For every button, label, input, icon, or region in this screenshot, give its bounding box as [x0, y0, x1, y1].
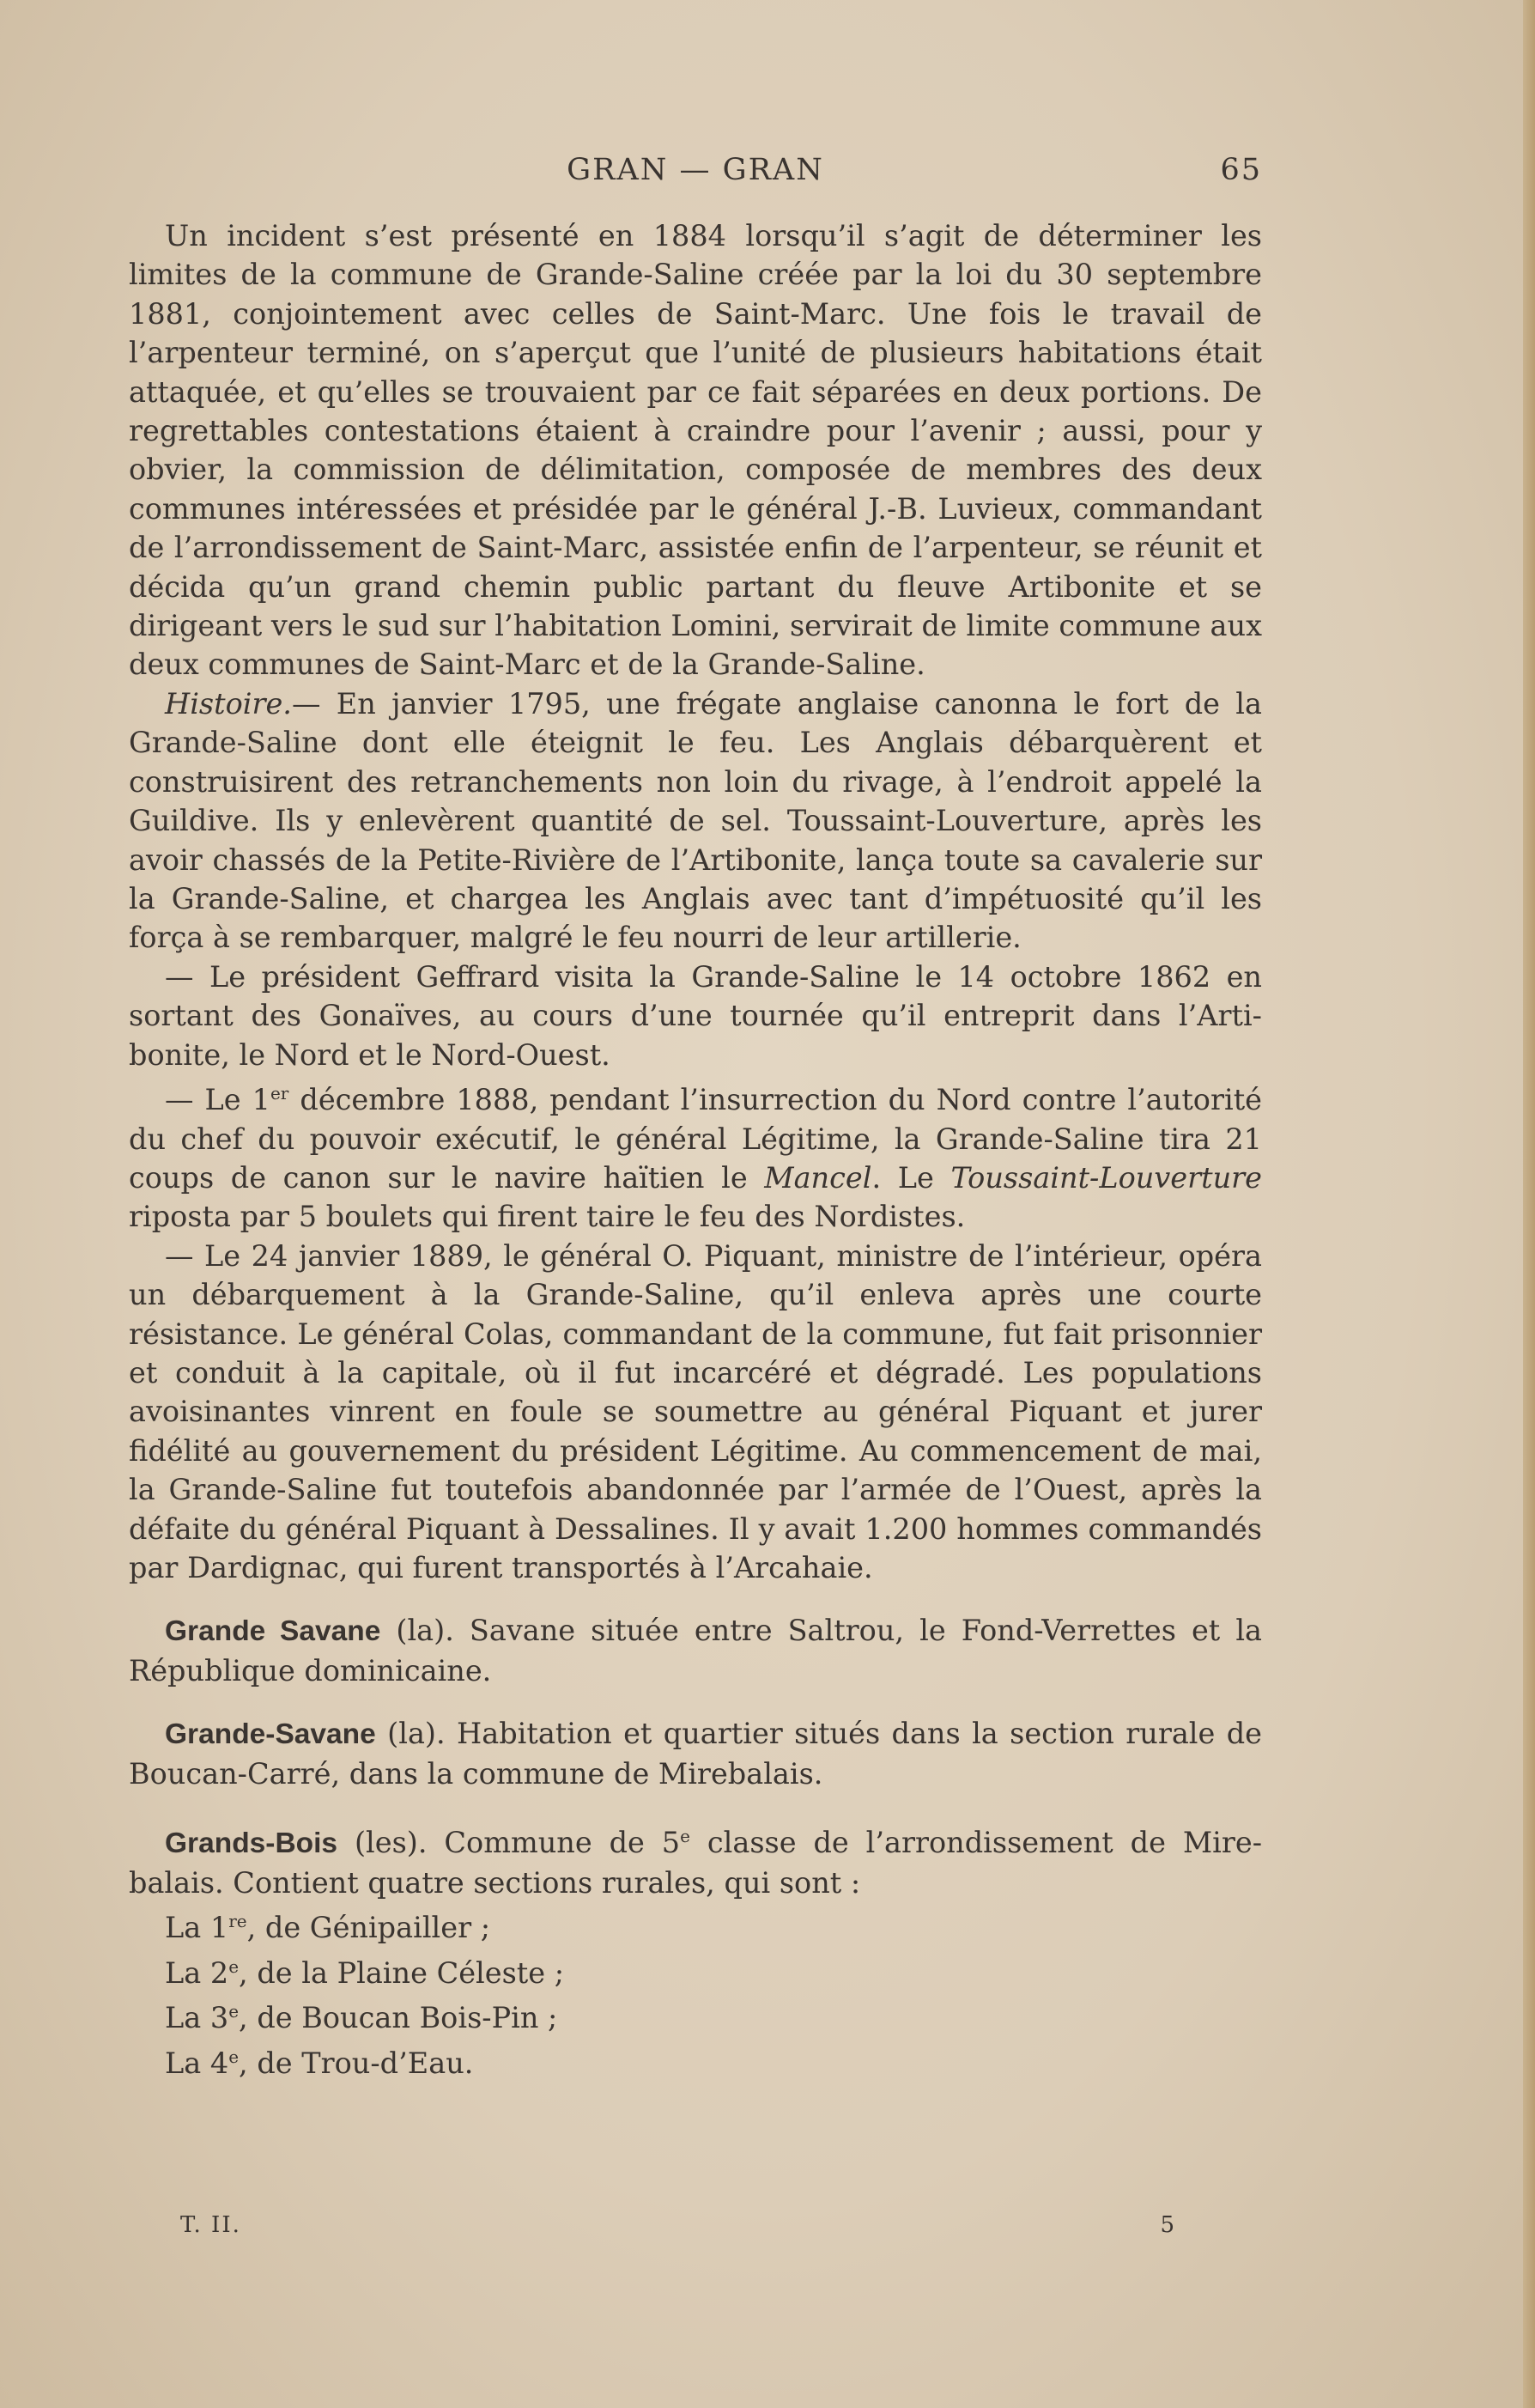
ship-name-toussaint: Toussaint-Louverture — [950, 1160, 1262, 1195]
section-name: , de Boucan Bois-Pin ; — [239, 2001, 558, 2035]
text-run: riposta par 5 boulets qui firent taire le feu des Nordistes. — [129, 1200, 966, 1234]
histoire-text: — En janvier 1795, une frégate anglaise canonna le fort de la Grande-Saline dont elle éteignit le feu. Les Anglais débarquèrent et construisirent des retranchements non loin du rivage, à l’endroit appelé la Guildive. Ils y enlevèrent quantité de sel. Toussaint-Louverture, après les avoir chassés de la Petite-Rivière de l’Artibonite, lança toute sa cavalerie sur la Grande-Saline, et chargea les Anglais avec tant d’impétuosité qu’il les força à se rembarquer, malgré le feu nourri de leur artillerie. — [129, 686, 1262, 955]
text-run: décembre 1888, pendant l’insurrection du Nord contre l’autorité du chef du pouvoir exécutif, le général Légitime, la Grande-Saline tira 21 coups de canon sur le navire haïtien le — [129, 1083, 1262, 1195]
paragraph-histoire — [129, 684, 1262, 958]
page-header — [129, 153, 1262, 196]
paragraph-incident: Un incident s’est présenté en 1884 lorsqu’il s’agit de déterminer les limites de la commune de Grande-Saline créée par la loi du 30 septembre 1881, conjointement avec celles de Saint-Marc. Une fois le travail de l’arpenteur terminé, on s’aperçut que l’unité de plusieurs habitations était attaquée, et qu’elles se trouvaient par ce fait séparées en deux portions. De regrettables contestations étaient à craindre pour l’avenir ; aussi, pour y obvier, la commission de délimitation, composée de membres des deux communes intéressées et présidée par le général J.-B. Luvieux, commandant de l’arrondissement de Saint-Marc, assistée enfin de l’arpenteur, se réunit et décida qu’un grand chemin public partant du fleuve Artibonite et se dirigeant vers le sud sur l’habitation Lomini, servirait de limite commune aux deux communes de Saint-Marc et de la Grande-Saline. — [129, 219, 1262, 682]
entry-grande-savane — [129, 1611, 1262, 1690]
entry-article: (les). — [337, 1826, 428, 1860]
signature-mark: 5 — [1160, 2212, 1176, 2238]
entry-text: Commune de 5 — [427, 1826, 681, 1860]
text-run: . Le — [871, 1160, 951, 1195]
entry-grande-savane-habitation — [129, 1714, 1262, 1793]
section-number: La 2 — [165, 1955, 229, 1990]
page-edge — [1523, 0, 1535, 2408]
list-item — [129, 2038, 1262, 2083]
superscript: e — [228, 2046, 240, 2067]
ship-name-mancel: Mancel — [764, 1160, 872, 1195]
text-run: — Le 1 — [165, 1083, 270, 1117]
superscript: er — [270, 1082, 289, 1104]
entry-headword: Grands-Bois — [165, 1827, 338, 1860]
entry-text: Habitation et quartier situés dans la section rurale de Boucan-Carré, dans la commune de Mirebalais. — [129, 1717, 1262, 1791]
entry-article: (la). — [380, 1614, 454, 1648]
section-number: La 1 — [165, 1911, 229, 1945]
entry-text: Savane située entre Saltrou, le Fond-Verrettes et la République dominicaine. — [129, 1614, 1263, 1687]
section-number: La 3 — [165, 2001, 229, 2035]
body-text — [129, 216, 1262, 2083]
histoire-label: Histoire. — [165, 686, 292, 721]
paragraph-1889: — Le 24 janvier 1889, le général O. Piquant, ministre de l’intérieur, opéra un débarquement à la Grande-Saline, qu’il enleva après une courte résistance. Le général Colas, commandant de la commune, fut fait prisonnier et conduit à la capitale, où il fut incarcéré et dégradé. Les populations avoisinantes vinrent en foule se soumettre au général Piquant et jurer fidélité au gouvernement du président Légitime. Au commencement de mai, la Grande-Saline fut toutefois abandonnée par l’armée de l’Ouest, après la défaite du général Piquant à Dessalines. Il y avait 1.200 hommes commandés par Dardignac, qui furent transportés à l’Arcahaie. — [129, 1238, 1262, 1584]
section-name: , de Trou-d’Eau. — [239, 2046, 474, 2080]
section-name: , de la Plaine Céleste ; — [239, 1955, 564, 1990]
superscript: e — [228, 2001, 240, 2022]
page-number: 65 — [1220, 153, 1262, 187]
signature-label: T. II. — [180, 2212, 241, 2238]
entry-grands-bois — [129, 1817, 1262, 1902]
entry-headword: Grande-Savane — [165, 1718, 376, 1751]
entry-article: (la). — [375, 1717, 446, 1751]
entry-text: classe de l’arrondissement de Mirebalais. Contient quatre sections rurales, qui sont : — [129, 1826, 1263, 1900]
list-item — [129, 1902, 1262, 1948]
page-footer — [180, 2212, 1176, 2247]
list-item — [129, 1948, 1262, 1993]
superscript: e — [680, 1826, 690, 1846]
paragraph-1888 — [129, 1074, 1262, 1237]
section-name: , de Génipailler ; — [246, 1911, 491, 1945]
superscript: e — [228, 1955, 240, 1977]
section-number: La 4 — [165, 2046, 229, 2080]
paragraph-geffrard: — Le président Geffrard visita la Grande-Saline le 14 octobre 1862 en sortant des Gonaïves, au cours d’une tournée qu’il entreprit dans l’Artibonite, le Nord et le Nord-Ouest. — [129, 959, 1262, 1072]
running-head: GRAN — GRAN — [567, 153, 824, 187]
entry-headword: Grande Savane — [165, 1615, 381, 1648]
superscript: re — [228, 1910, 247, 1931]
list-item — [129, 1992, 1262, 2038]
